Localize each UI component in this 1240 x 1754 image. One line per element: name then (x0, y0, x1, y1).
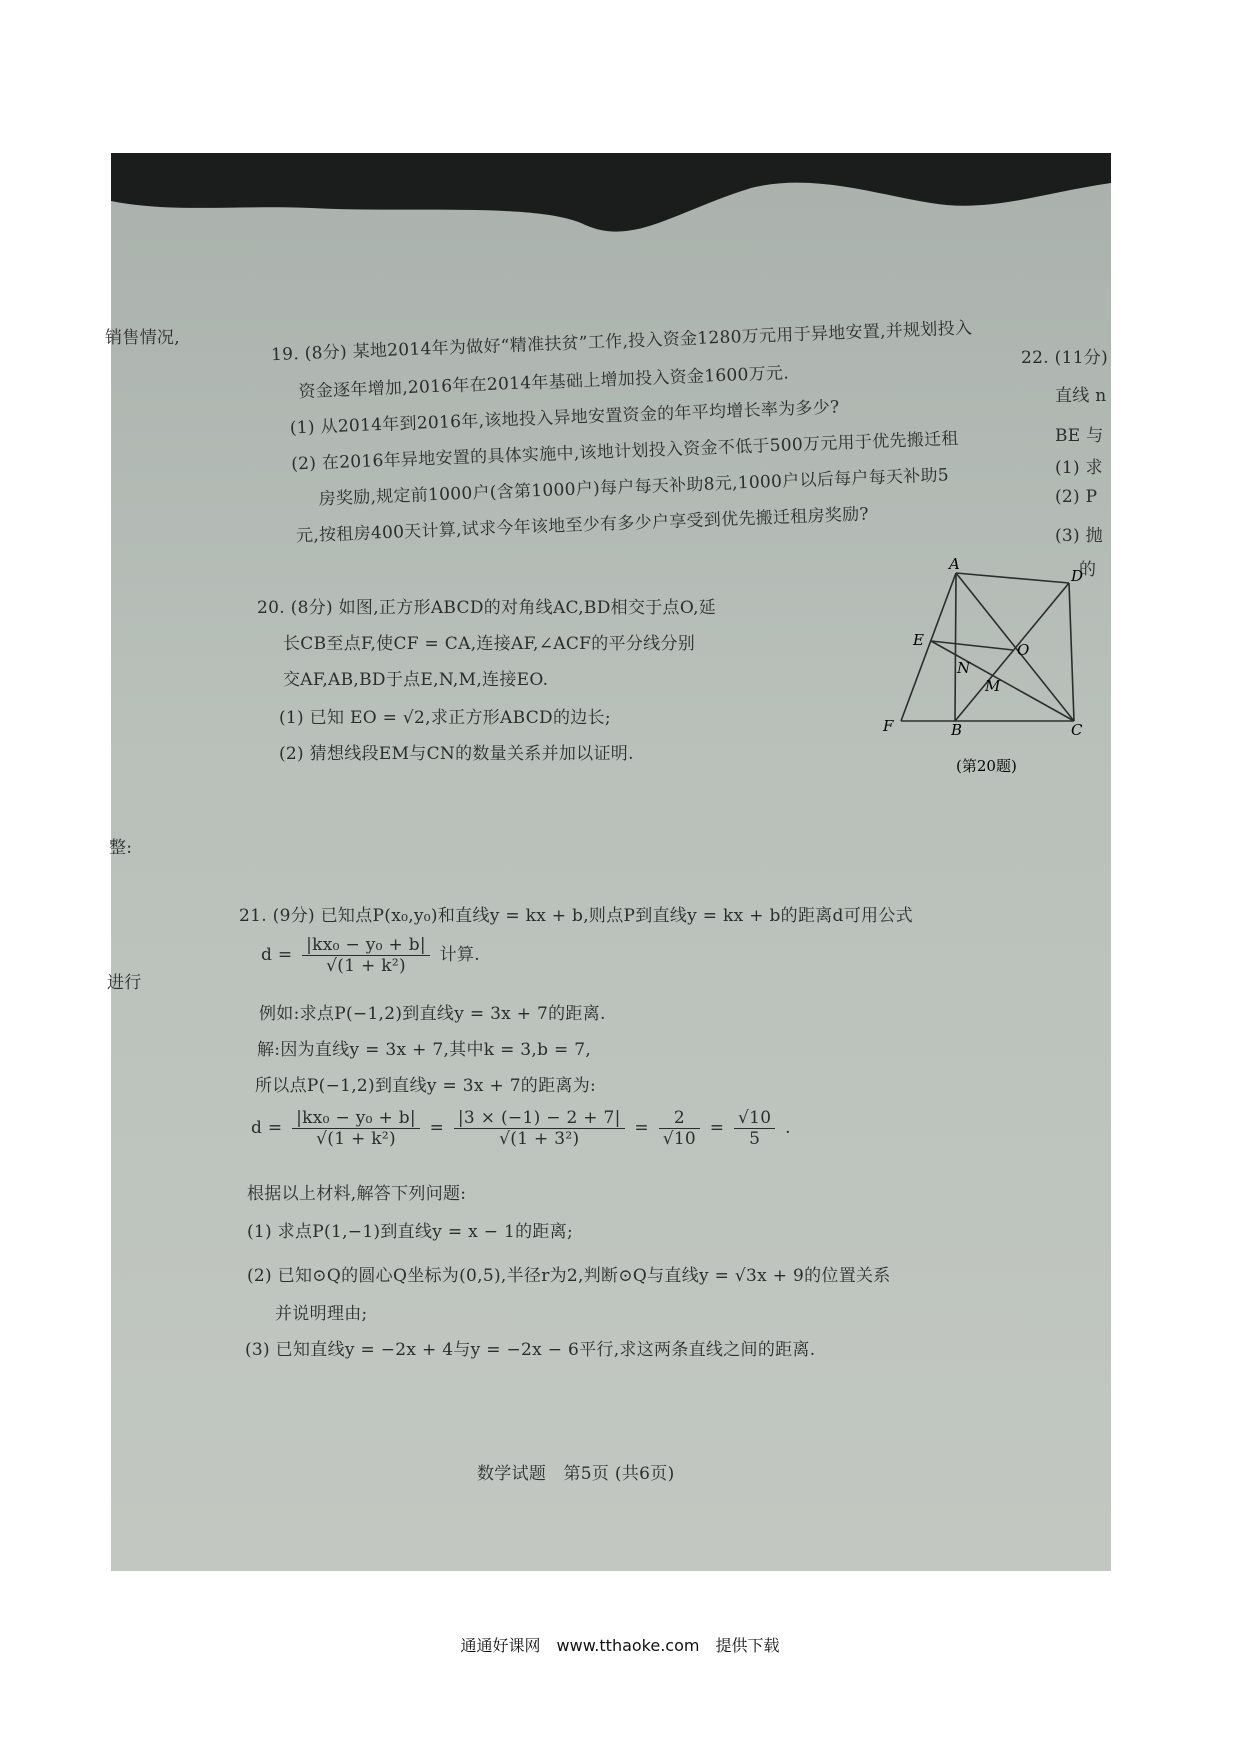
right-margin-text-4: (1) 求 (1055, 458, 1103, 478)
q21-formula-lhs: d = (261, 945, 293, 965)
q20-part-2: (2) 猜想线段EM与CN的数量关系并加以证明. (279, 744, 634, 764)
q21-calc-eq-2: = (634, 1118, 649, 1138)
q21-example-1: 例如:求点P(−1,2)到直线y = 3x + 7的距离. (259, 1004, 606, 1024)
fig-caption: (第20题) (956, 757, 1017, 775)
q21-formula-denominator: √(1 + k²) (326, 956, 406, 976)
q20-geometry-figure (871, 555, 1091, 793)
right-margin-text-1: 22. (11分) (1021, 348, 1109, 368)
q21-formula (261, 935, 480, 976)
q21-calc-eq-3: = (709, 1118, 725, 1138)
fig-label-M: M (985, 677, 1001, 695)
q19-line-2: 资金逐年增加,2016年在2014年基础上增加投入资金1600万元. (298, 363, 790, 403)
q21-formula-fraction (302, 935, 430, 976)
q20-line-1: 20. (8分) 如图,正方形ABCD的对角线AC,BD相交于点O,延 (257, 598, 717, 618)
fig-label-A: A (949, 555, 960, 573)
q21-calc-den-2: √(1 + 3²) (499, 1129, 580, 1149)
watermark-text: 通通好课网 www.tthaoke.com 提供下载 (460, 1636, 780, 1655)
q21-calc-den-1: √(1 + k²) (316, 1129, 396, 1149)
q19-part-2c: 元,按租房400天计算,试求今年该地至少有多少户享受到优先搬迁租房奖励? (295, 504, 870, 547)
page-footer: 数学试题 第5页 (共6页) (477, 1464, 675, 1484)
left-margin-text-1: 销售情况, (105, 328, 180, 348)
q21-part-2a: (2) 已知⊙Q的圆心Q坐标为(0,5),半径r为2,判断⊙Q与直线y = √3x + 9的位置关系 (247, 1266, 891, 1286)
q20-line-3: 交AF,AB,BD于点E,N,M,连接EO. (283, 670, 549, 690)
q21-calc-den-3: √10 (662, 1129, 697, 1149)
q21-calc-den-4: 5 (749, 1129, 761, 1149)
q21-line-1: 21. (9分) 已知点P(x₀,y₀)和直线y = kx + b,则点P到直线y = kx + b的距离d可用公式 (239, 906, 913, 926)
right-margin-text-6: (3) 抛 (1055, 526, 1103, 546)
q21-calc-eq-1: = (429, 1118, 445, 1138)
right-margin-text-2: 直线 n (1055, 386, 1107, 406)
q21-part-3: (3) 已知直线y = −2x + 4与y = −2x − 6平行,求这两条直线之间的距离. (245, 1340, 816, 1360)
q21-part-2b: 并说明理由; (275, 1304, 368, 1324)
fig-label-O: O (1017, 641, 1030, 659)
q21-calc-end: . (785, 1118, 791, 1138)
q21-calc-num-1: |kx₀ − y₀ + b| (292, 1108, 420, 1129)
right-margin-text-3: BE 与 (1055, 426, 1104, 446)
q19-part-2b: 房奖励,规定前1000户(含第1000户)每户每天补助8元,1000户以后每户每天补助5 (318, 465, 950, 510)
q19-part-1: (1) 从2014年到2016年,该地投入异地安置资金的年平均增长率为多少? (289, 397, 840, 439)
q21-calculation (251, 1108, 791, 1149)
q21-example-2: 解:因为直线y = 3x + 7,其中k = 3,b = 7, (257, 1040, 592, 1060)
fig-label-N: N (957, 659, 971, 677)
right-margin-text-5: (2) P (1055, 487, 1098, 507)
right-margin-text-7: 的 (1079, 560, 1097, 580)
photographed-exam-page (105, 153, 1111, 1571)
q21-calc-frac-2 (454, 1108, 625, 1149)
fig-label-E: E (913, 631, 924, 649)
fig-label-D: D (1071, 567, 1084, 585)
q21-calc-frac-4 (734, 1108, 775, 1149)
q21-formula-tail: 计算. (439, 945, 480, 965)
fig-label-F: F (883, 717, 894, 735)
q20-part-1: (1) 已知 EO = √2,求正方形ABCD的边长; (279, 708, 611, 728)
q21-intro: 根据以上材料,解答下列问题: (247, 1184, 467, 1204)
q21-calc-num-2: |3 × (−1) − 2 + 7| (454, 1108, 625, 1129)
fig-label-C: C (1071, 721, 1083, 739)
q21-example-3: 所以点P(−1,2)到直线y = 3x + 7的距离为: (255, 1076, 597, 1096)
fig-label-B: B (951, 721, 963, 739)
q19-heading: 19. (8分) 某地2014年为做好“精准扶贫”工作,投入资金1280万元用于异地安置,并规划投入 (270, 318, 973, 366)
q21-part-1: (1) 求点P(1,−1)到直线y = x − 1的距离; (247, 1222, 574, 1242)
q21-calc-d: d = (251, 1118, 283, 1138)
left-margin-text-3: 进行 (107, 973, 142, 993)
q21-calc-num-3: 2 (659, 1108, 700, 1129)
desk-background (111, 153, 1111, 263)
q21-calc-frac-3 (659, 1108, 700, 1149)
left-margin-text-2: 整: (109, 838, 133, 858)
q21-calc-frac-1 (292, 1108, 420, 1149)
q21-formula-numerator: |kx₀ − y₀ + b| (302, 935, 430, 956)
q19-part-2a: (2) 在2016年异地安置的具体实施中,该地计划投入资金不低于500万元用于优先搬迁租 (290, 428, 960, 475)
q21-calc-num-4: √10 (734, 1108, 775, 1129)
q20-line-2: 长CB至点F,使CF = CA,连接AF,∠ACF的平分线分别 (283, 634, 696, 654)
